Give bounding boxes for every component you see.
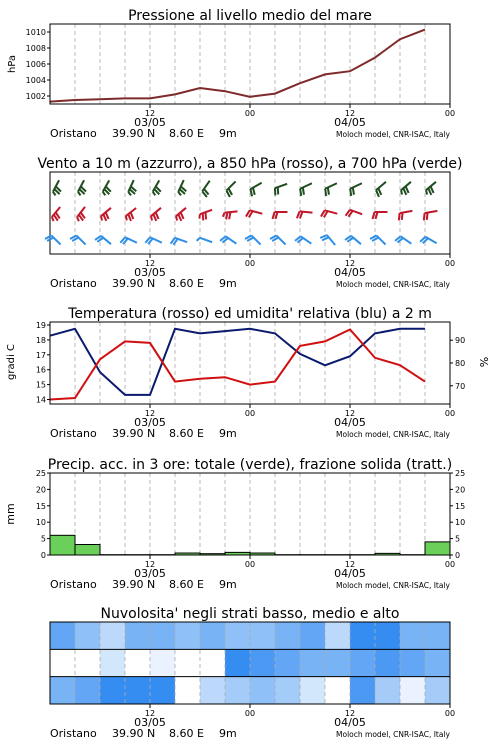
cloudiness-x-tick-label: 12 — [144, 709, 156, 718]
wind-station-lon: 8.60 E — [169, 277, 204, 290]
precipitation-station-lat: 39.90 N — [112, 578, 156, 591]
cloudiness-station-name: Oristano — [50, 727, 97, 740]
pressure-line — [50, 30, 425, 102]
precipitation-y-tick-label: 5 — [40, 534, 46, 544]
precipitation-y-tick-label: 25 — [35, 469, 46, 478]
wind-barb-700-hPa — [153, 180, 161, 195]
precipitation-x-tick-label: 12 — [344, 560, 356, 569]
wind-barb-feather — [203, 213, 204, 220]
wind-barb-10-m — [420, 237, 436, 244]
precipitation-y-tick-label-right: 20 — [455, 485, 466, 495]
wind-barb-700-hPa — [376, 182, 386, 197]
temperature-ylabel: gradi C — [6, 344, 17, 380]
wind-barb-shaft — [76, 235, 85, 244]
temperature-date-label: 04/05 — [334, 416, 366, 429]
cloud-cell-medio — [100, 649, 126, 676]
cloud-cell-basso — [350, 677, 376, 704]
cloud-cell-medio — [225, 649, 251, 676]
wind-x-tick-label: 00 — [244, 259, 256, 268]
wind-barb-feather — [328, 187, 329, 194]
cloud-cell-medio — [400, 649, 426, 676]
pressure-ylabel: hPa — [7, 54, 18, 74]
cloud-cell-basso — [150, 677, 176, 704]
pressure-frame — [50, 24, 450, 104]
wind-station-name: Oristano — [50, 277, 97, 290]
wind-barb-shaft — [351, 236, 361, 244]
cloudiness-station-lat: 39.90 N — [112, 727, 156, 740]
wind-barb-feather — [427, 213, 428, 220]
cloud-cell-alto — [325, 622, 351, 649]
wind-barb-feather — [53, 192, 56, 196]
temperature-x-tick-label: 00 — [244, 409, 256, 418]
cloud-cell-basso — [225, 677, 251, 704]
wind-barb-feather — [273, 212, 275, 219]
wind-barb-shaft — [226, 181, 235, 190]
cloud-cell-basso — [275, 677, 301, 704]
precipitation-y-tick-label: 10 — [35, 518, 46, 528]
wind-barb-850-hPa — [151, 208, 161, 221]
cloud-cell-medio — [175, 649, 201, 676]
wind-barb-feather — [424, 213, 425, 220]
precipitation-bar — [75, 545, 100, 555]
wind-barb-850-hPa — [101, 208, 111, 221]
cloud-cell-alto — [100, 622, 126, 649]
pressure-x-tick-label: 12 — [344, 109, 356, 118]
wind-barb-850-hPa — [52, 207, 60, 221]
wind-barb-feather — [350, 189, 351, 196]
cloud-cell-basso — [300, 677, 326, 704]
wind-barb-shaft — [400, 211, 413, 213]
cloudiness-x-tick-label: 00 — [244, 709, 256, 718]
wind-barb-feather — [229, 212, 230, 219]
wind-barb-850-hPa — [246, 210, 262, 217]
wind-barb-700-hPa — [350, 183, 362, 196]
cloud-cell-alto — [50, 622, 76, 649]
wind-barb-10-m — [245, 235, 261, 244]
cloud-cell-alto — [200, 622, 226, 649]
wind-barb-10-m — [320, 235, 335, 245]
cloudiness-x-tick-label: 12 — [344, 709, 356, 718]
wind-barb-shaft — [425, 211, 438, 213]
wind-barb-shaft — [200, 238, 212, 242]
precipitation-y-tick-label-right: 25 — [455, 469, 466, 478]
cloud-cell-alto — [350, 622, 376, 649]
wind-barb-700-hPa — [426, 182, 436, 195]
pressure-date-label: 03/05 — [134, 116, 166, 129]
wind-title: Vento a 10 m (azzurro), a 850 hPa (rosso), a 700 hPa (verde) — [37, 156, 463, 172]
wind-barb-700-hPa — [178, 180, 186, 195]
wind-barb-700-hPa — [401, 182, 411, 195]
wind-station-lat: 39.90 N — [112, 277, 156, 290]
pressure-station-elev: 9m — [219, 127, 237, 140]
wind-barb-10-m — [220, 236, 236, 243]
precipitation-title: Precip. acc. in 3 ore: totale (verde), frazione solida (tratt.) — [47, 457, 453, 473]
wind-barb-10-m — [120, 237, 137, 244]
humidity-y-tick-label-right: 70 — [455, 381, 466, 391]
wind-barb-feather — [226, 212, 227, 219]
pressure-station-lat: 39.90 N — [112, 127, 156, 140]
temperature-y-tick-label: 15 — [35, 380, 46, 390]
temperature-station-elev: 9m — [219, 427, 237, 440]
wind-date-label: 03/05 — [134, 266, 166, 279]
precipitation-station-lon: 8.60 E — [169, 578, 204, 591]
cloudiness-date-label: 03/05 — [134, 716, 166, 729]
wind-barb-feather — [276, 212, 278, 219]
cloud-cell-medio — [350, 649, 376, 676]
precipitation-x-tick-label: 00 — [444, 560, 456, 569]
cloud-cell-basso — [175, 677, 201, 704]
humidity-y-tick-label-right: 90 — [455, 336, 466, 346]
cloud-cell-alto — [125, 622, 151, 649]
cloud-cell-alto — [150, 622, 176, 649]
wind-barb-feather — [373, 212, 375, 219]
wind-barb-10-m — [270, 235, 286, 244]
wind-barb-feather — [376, 212, 378, 219]
temperature-y-tick-label: 14 — [35, 395, 46, 405]
wind-barb-feather — [78, 192, 81, 196]
wind-barb-feather — [253, 188, 255, 195]
wind-barb-850-hPa — [176, 208, 186, 221]
cloud-cell-basso — [375, 677, 401, 704]
wind-x-tick-label: 00 — [444, 259, 456, 268]
humidity-ylabel: % — [478, 356, 491, 368]
wind-barb-850-hPa — [297, 211, 313, 218]
wind-barb-shaft — [226, 236, 237, 243]
cloud-cell-basso — [50, 677, 76, 704]
wind-barb-700-hPa — [275, 184, 287, 196]
wind-barb-feather — [178, 192, 181, 196]
wind-barb-shaft — [325, 183, 337, 188]
pressure-y-tick-label: 1006 — [25, 60, 46, 69]
precipitation-y-tick-label-right: 15 — [455, 501, 466, 511]
wind-barb-10-m — [345, 236, 361, 244]
precipitation-ylabel: mm — [4, 503, 17, 525]
wind-barb-feather — [300, 212, 303, 219]
wind-frame — [50, 172, 450, 254]
wind-barb-feather — [101, 216, 102, 220]
wind-credit: Moloch model, CNR-ISAC, Italy — [336, 280, 450, 289]
cloud-cell-alto — [400, 622, 426, 649]
wind-barb-shaft — [327, 235, 335, 245]
wind-station-elev: 9m — [219, 277, 237, 290]
wind-barb-10-m — [70, 235, 86, 244]
temperature-title: Temperatura (rosso) ed umidita' relativa (blu) a 2 m — [68, 306, 432, 322]
wind-barb-feather — [297, 211, 300, 218]
wind-barb-700-hPa — [53, 180, 61, 195]
wind-barb-700-hPa — [128, 180, 136, 195]
wind-barb-feather — [303, 187, 304, 194]
wind-barb-feather — [126, 216, 127, 220]
cloud-cell-basso — [100, 677, 126, 704]
temperature-y-tick-label: 16 — [35, 365, 46, 375]
wind-x-tick-label: 12 — [144, 259, 156, 268]
wind-barb-850-hPa — [77, 207, 85, 221]
cloud-cell-basso — [250, 677, 276, 704]
wind-barb-shaft — [101, 236, 111, 244]
wind-panel — [37, 156, 462, 290]
pressure-y-tick-label: 1010 — [25, 28, 46, 37]
temperature-x-tick-label: 12 — [344, 409, 356, 418]
cloud-cell-basso — [425, 677, 451, 704]
wind-barb-shaft — [376, 182, 386, 190]
wind-barb-850-hPa — [424, 211, 438, 220]
cloud-cell-medio — [125, 649, 151, 676]
wind-barb-700-hPa — [325, 183, 337, 196]
wind-barb-850-hPa — [399, 211, 413, 220]
wind-barb-850-hPa — [346, 210, 362, 217]
wind-barb-10-m — [45, 235, 61, 244]
cloud-cell-medio — [75, 649, 101, 676]
temperature-station-name: Oristano — [50, 427, 97, 440]
wind-barb-feather — [128, 214, 131, 221]
pressure-panel — [7, 8, 455, 140]
wind-date-label: 04/05 — [334, 266, 366, 279]
cloud-cell-medio — [325, 649, 351, 676]
humidity-line — [50, 329, 425, 395]
precipitation-x-tick-label: 00 — [244, 560, 256, 569]
pressure-x-tick-label: 00 — [444, 109, 456, 118]
cloud-cell-alto — [375, 622, 401, 649]
precipitation-credit: Moloch model, CNR-ISAC, Italy — [336, 581, 450, 590]
cloudiness-date-label: 04/05 — [334, 716, 366, 729]
wind-barb-700-hPa — [250, 183, 261, 197]
temperature-credit: Moloch model, CNR-ISAC, Italy — [336, 430, 450, 439]
wind-barb-feather — [426, 190, 427, 194]
pressure-title: Pressione al livello medio del mare — [128, 8, 372, 24]
cloud-cell-alto — [175, 622, 201, 649]
wind-barb-feather — [401, 190, 402, 194]
wind-barb-10-m — [395, 236, 411, 243]
precipitation-station-name: Oristano — [50, 578, 97, 591]
pressure-y-tick-label: 1004 — [25, 76, 46, 85]
temperature-date-label: 03/05 — [134, 416, 166, 429]
cloud-cell-alto — [250, 622, 276, 649]
cloud-cell-medio — [300, 649, 326, 676]
cloudiness-x-tick-label: 00 — [444, 709, 456, 718]
wind-barb-700-hPa — [103, 180, 111, 195]
wind-barb-feather — [52, 217, 54, 221]
temperature-station-lat: 39.90 N — [112, 427, 156, 440]
cloud-cell-basso — [125, 677, 151, 704]
pressure-y-tick-label: 1002 — [25, 92, 46, 101]
wind-barb-850-hPa — [199, 210, 212, 221]
cloud-cell-basso — [200, 677, 226, 704]
temperature-y-tick-label: 18 — [35, 335, 46, 345]
precipitation-frame — [50, 473, 450, 555]
cloud-cell-alto — [300, 622, 326, 649]
precipitation-x-tick-label: 12 — [144, 560, 156, 569]
wind-barb-10-m — [145, 237, 162, 244]
pressure-credit: Moloch model, CNR-ISAC, Italy — [336, 130, 450, 139]
wind-barb-shaft — [350, 183, 362, 188]
wind-barb-shaft — [376, 235, 385, 244]
precipitation-date-label: 04/05 — [334, 567, 366, 580]
wind-barb-10-m — [197, 238, 212, 242]
cloudiness-title: Nuvolosita' negli strati basso, medio e alto — [100, 606, 400, 622]
wind-barb-shaft — [275, 184, 287, 188]
temperature-station-lon: 8.60 E — [169, 427, 204, 440]
wind-barb-850-hPa — [321, 210, 337, 217]
wind-barb-10-m — [171, 238, 187, 245]
wind-barb-shaft — [202, 181, 209, 192]
cloud-cell-alto — [275, 622, 301, 649]
wind-barb-feather — [128, 192, 131, 196]
cloud-cell-basso — [75, 677, 101, 704]
wind-barb-700-hPa — [202, 181, 209, 197]
temperature-x-tick-label: 12 — [144, 409, 156, 418]
precipitation-y-tick-label-right: 10 — [455, 518, 466, 528]
temperature-y-tick-label: 19 — [35, 320, 46, 330]
wind-barb-850-hPa — [126, 208, 136, 221]
wind-barb-10-m — [370, 235, 386, 244]
cloud-cell-medio — [425, 649, 451, 676]
cloud-cell-medio — [375, 649, 401, 676]
cloud-cell-basso — [400, 677, 426, 704]
wind-barb-shaft — [300, 183, 312, 188]
pressure-station-lon: 8.60 E — [169, 127, 204, 140]
cloudiness-station-elev: 9m — [219, 727, 237, 740]
wind-barb-feather — [275, 188, 276, 195]
wind-barb-feather — [278, 187, 279, 194]
wind-barb-feather — [325, 189, 326, 196]
pressure-x-tick-label: 12 — [144, 109, 156, 118]
wind-barb-feather — [300, 189, 301, 196]
pressure-date-label: 04/05 — [334, 116, 366, 129]
cloud-cell-medio — [250, 649, 276, 676]
wind-barb-feather — [77, 217, 79, 221]
pressure-station-name: Oristano — [50, 127, 97, 140]
precipitation-y-tick-label: 15 — [35, 501, 46, 511]
wind-barb-feather — [402, 213, 403, 220]
cloud-cell-alto — [225, 622, 251, 649]
wind-barb-feather — [223, 213, 225, 217]
wind-barb-feather — [353, 187, 354, 194]
pressure-y-tick-label: 1008 — [25, 44, 46, 53]
wind-barb-10-m — [295, 236, 311, 243]
temperature-y-tick-label: 17 — [35, 350, 46, 360]
cloud-cell-medio — [275, 649, 301, 676]
wind-barb-700-hPa — [300, 183, 312, 196]
wind-barb-feather — [176, 216, 177, 220]
temperature-humidity-panel — [6, 306, 491, 440]
pressure-x-tick-label: 00 — [244, 109, 256, 118]
precipitation-y-tick-label: 20 — [35, 485, 46, 495]
precipitation-y-tick-label-right: 0 — [455, 551, 461, 560]
wind-barb-10-m — [95, 236, 111, 244]
precipitation-panel — [4, 457, 465, 591]
wind-barb-700-hPa — [78, 180, 86, 195]
temperature-x-tick-label: 00 — [444, 409, 456, 418]
wind-barb-feather — [103, 192, 105, 196]
wind-barb-shaft — [401, 236, 412, 243]
precipitation-date-label: 03/05 — [134, 567, 166, 580]
precipitation-y-tick-label-right: 5 — [455, 534, 461, 544]
cloud-cell-medio — [50, 649, 76, 676]
wind-barb-feather — [131, 212, 134, 219]
wind-barb-feather — [399, 213, 400, 220]
cloud-cell-basso — [325, 677, 351, 704]
wind-barb-shaft — [51, 235, 60, 244]
cloudiness-panel — [50, 606, 455, 740]
precipitation-bar — [50, 535, 75, 555]
precipitation-station-elev: 9m — [219, 578, 237, 591]
cloudiness-credit: Moloch model, CNR-ISAC, Italy — [336, 730, 450, 739]
wind-barb-700-hPa — [226, 181, 235, 197]
cloud-cell-alto — [75, 622, 101, 649]
wind-barb-feather — [151, 216, 152, 220]
precipitation-bar — [425, 542, 450, 555]
cloudiness-station-lon: 8.60 E — [169, 727, 204, 740]
wind-barb-feather — [199, 214, 200, 218]
wind-x-tick-label: 12 — [344, 259, 356, 268]
cloud-cell-medio — [150, 649, 176, 676]
wind-barb-feather — [153, 192, 155, 196]
humidity-y-tick-label-right: 80 — [455, 359, 466, 368]
wind-barb-shaft — [251, 235, 260, 244]
precipitation-y-tick-label: 0 — [40, 551, 46, 560]
wind-barb-feather — [250, 189, 252, 196]
wind-barb-shaft — [301, 236, 312, 243]
cloud-cell-alto — [425, 622, 451, 649]
wind-barb-shaft — [276, 235, 285, 244]
wind-barb-feather — [197, 238, 200, 241]
cloud-cell-medio — [200, 649, 226, 676]
wind-barb-shaft — [250, 183, 261, 190]
wind-barb-feather — [206, 212, 207, 219]
